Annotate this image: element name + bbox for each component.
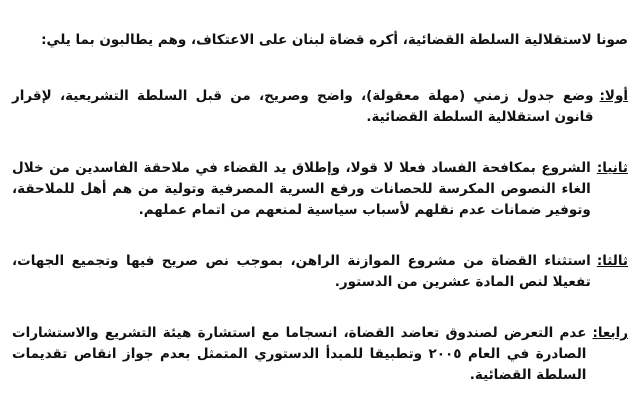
point-first — [12, 86, 628, 128]
point-text: استثناء القضاة من مشروع الموازنة الراهن، بموجب نص صريح فيها وتجميع الجهات، تفعيلا لنص المادة عشرين من الدستور. — [12, 253, 591, 290]
point-text: وضع جدول زمني (مهلة معقولة)، واضح وصريح، من قبل السلطة التشريعية، لإقرار قانون استقلالية السلطة القضائية. — [12, 88, 594, 125]
point-label: رابعا: — [592, 325, 628, 341]
intro-paragraph: صونا لاستقلالية السلطة القضائية، أكره قضاة لبنان على الاعتكاف، وهم يطالبون بما يلي: — [41, 32, 628, 48]
point-second — [12, 158, 628, 221]
point-fourth — [12, 323, 628, 386]
point-text: عدم التعرض لصندوق تعاضد القضاة، انسجاما مع استشارة هيئة التشريع والاستشارات الصادرة في العام ٢٠٠٥ وتطبيقا للمبدأ الدستوري المتمثل بعدم جواز انقاص تقديمات السلطة القضائية. — [12, 325, 587, 383]
point-label: ثالثا: — [596, 253, 628, 269]
point-text: الشروع بمكافحة الفساد فعلا لا قولا، وإطلاق يد القضاء في ملاحقة الفاسدين من خلال الغاء النصوص المكرسة للحصانات ورفع السرية المصرفية وتولية من هم أهل للملاحقة، وتوفير ضمانات عدم نقلهم لأسباب سياسية لمنعهم من اتمام عملهم. — [12, 160, 591, 218]
point-third — [12, 251, 628, 293]
point-label: ثانيا: — [596, 160, 628, 176]
point-label: أولا: — [599, 88, 628, 104]
